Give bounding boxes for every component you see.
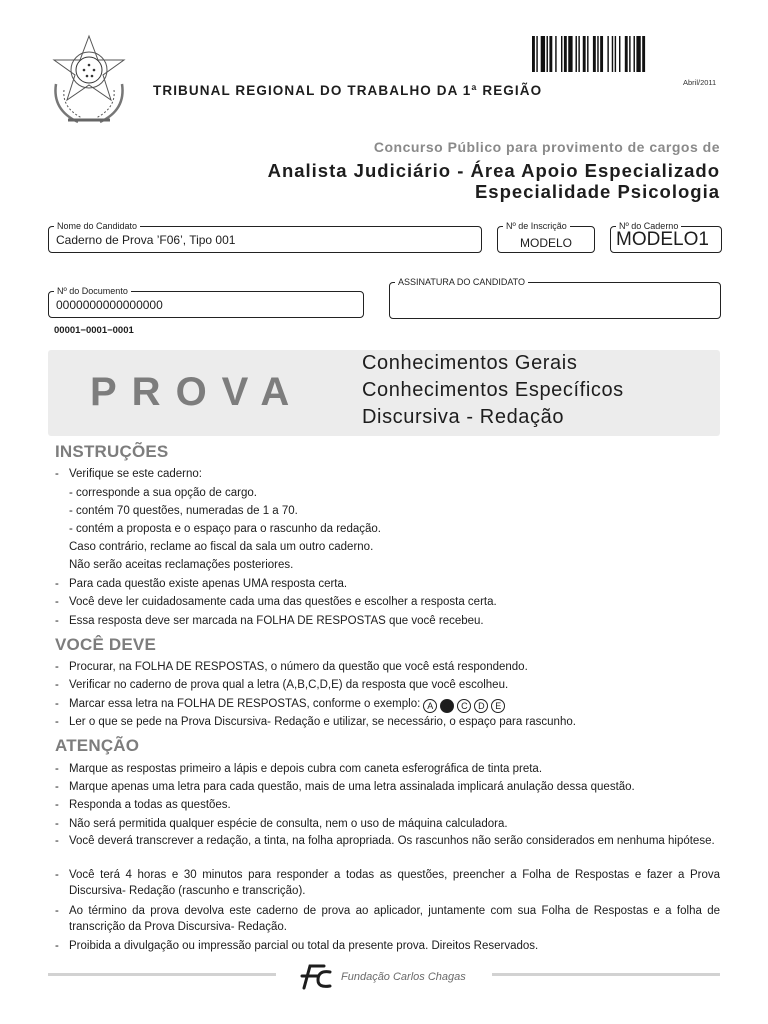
barcode-bar [536, 36, 537, 72]
attention-item: - Ao término da prova devolva este caderno de prova ao aplicador, juntamente com sua Folha de Respostas e a folha de transcrição da Prova Discursiva- Redação. [55, 905, 720, 933]
barcode-bar [629, 36, 630, 72]
registration-number-label: Nº de Inscrição [503, 220, 570, 232]
instruction-item: - Essa resposta deve ser marcada na FOLHA DE RESPOSTAS que você recebeu. [55, 615, 484, 627]
instruction-subitem: - corresponde a sua opção de cargo. [69, 487, 257, 499]
footer-divider-left [48, 973, 276, 976]
barcode-bar [541, 36, 545, 72]
exam-part-3: Discursiva - Redação [362, 406, 565, 428]
instruction-item: - Você deve ler cuidadosamente cada uma das questões e escolher a resposta certa. [55, 596, 497, 608]
instructions-heading: INSTRUÇÕES [55, 442, 169, 461]
contest-heading: Concurso Público para provimento de cargos de [373, 139, 720, 155]
barcode-date: Abril/2011 [683, 78, 717, 87]
attention-item: - Você terá 4 horas e 30 minutos para responder a todas as questões, preencher a Folha de Respostas e fazer a Prova Discursiva- Redação (rascunho e transcrição). [55, 869, 720, 897]
booklet-number-value: MODELO1 [616, 229, 709, 250]
specialty-title: Especialidade Psicologia [474, 181, 720, 202]
attention-item: - Não será permitida qualquer espécie de consulta, nem o uso de máquina calculadora. [55, 818, 508, 830]
footer-organization: Fundação Carlos Chagas [341, 971, 466, 983]
barcode-bar [564, 36, 567, 72]
exam-title: PROVA [90, 370, 305, 414]
attention-heading: ATENÇÃO [55, 736, 140, 755]
candidate-signature-label: ASSINATURA DO CANDIDATO [395, 276, 528, 288]
barcode-bar [555, 36, 556, 72]
booklet-number-label: Nº do Caderno [616, 220, 681, 232]
barcode [532, 36, 720, 72]
barcode-bar [625, 36, 628, 72]
barcode-bar [547, 36, 548, 72]
booklet-number-field[interactable] [610, 221, 722, 253]
candidate-name-value: Caderno de Prova ’F06’, Tipo 001 [56, 233, 236, 247]
registration-number-field[interactable] [497, 221, 595, 253]
barcode-bar [583, 36, 586, 72]
barcode-bar [561, 36, 562, 72]
exam-part-2: Conhecimentos Específicos [362, 379, 624, 401]
instruction-item: - Para cada questão existe apenas UMA resposta certa. [55, 578, 348, 590]
candidate-name-label: Nome do Candidato [54, 220, 140, 232]
instruction-note: Não serão aceitas reclamações posteriores. [69, 559, 294, 571]
attention-item: - Você deverá transcrever a redação, a tinta, na folha apropriada. Os rascunhos não serão considerados em nenhuma hipótese. [55, 835, 715, 847]
footer-divider-right [492, 973, 720, 976]
document-code: 00001−0001−0001 [54, 325, 134, 336]
barcode-bar [619, 36, 620, 72]
you-must-item: - Verificar no caderno de prova qual a letra (A,B,C,D,E) da resposta que você escolheu. [55, 679, 509, 691]
barcode-bar [636, 36, 640, 72]
barcode-bar [597, 36, 598, 72]
attention-item: - Marque apenas uma letra para cada questão, mais de uma letra assinalada implicará anulação dessa questão. [55, 781, 635, 793]
attention-item: - Responda a todas as questões. [55, 799, 231, 811]
you-must-item: - Procurar, na FOLHA DE RESPOSTAS, o número da questão que você está respondendo. [55, 661, 528, 673]
fcc-logo-icon [298, 962, 334, 990]
barcode-bar [593, 36, 596, 72]
instruction-item: - Verifique se este caderno: [55, 468, 202, 480]
bubble-a: A [423, 699, 437, 713]
instruction-subitem: - contém 70 questões, numeradas de 1 a 70. [69, 505, 298, 517]
you-must-item: - Ler o que se pede na Prova Discursiva- Redação e utilizar, se necessário, o espaço para rascunho. [55, 716, 576, 728]
barcode-bar [634, 36, 635, 72]
barcode-bar [612, 36, 613, 72]
registration-number-value: MODELO [519, 236, 572, 250]
barcode-bar [600, 36, 603, 72]
exam-part-1: Conhecimentos Gerais [362, 352, 578, 374]
attention-item: - Proibida a divulgação ou impressão parcial ou total da presente prova. Direitos Reservados. [55, 940, 539, 952]
barcode-bar [642, 36, 645, 72]
you-must-heading: VOCÊ DEVE [55, 635, 156, 654]
barcode-bar [549, 36, 552, 72]
document-number-label: Nº do Documento [54, 285, 131, 297]
candidate-name-field[interactable] [48, 221, 482, 253]
document-number-field[interactable] [48, 286, 364, 318]
coat-of-arms-seal [48, 32, 130, 128]
bubble-e: E [491, 699, 505, 713]
bubble-c: C [457, 699, 471, 713]
answer-example-text: Marcar essa letra na FOLHA DE RESPOSTAS, conforme o exemplo: [69, 698, 421, 710]
instruction-note: Caso contrário, reclame ao fiscal da sala um outro caderno. [69, 541, 374, 553]
you-must-item: - Marcar essa letra na FOLHA DE RESPOSTAS, conforme o exemplo: A B C D E [55, 695, 720, 713]
bubble-b-filled: B [440, 699, 454, 713]
barcode-bar [568, 36, 572, 72]
court-name: TRIBUNAL REGIONAL DO TRABALHO DA 1ª REGIÃO [153, 83, 543, 98]
attention-item: - Marque as respostas primeiro a lápis e depois cubra com caneta esferográfica de tinta preta. [55, 763, 543, 775]
document-number-value: 0000000000000000 [56, 298, 163, 312]
barcode-bar [532, 36, 535, 72]
barcode-bar [615, 36, 616, 72]
barcode-bar [578, 36, 579, 72]
barcode-bar [576, 36, 577, 72]
bubble-d: D [474, 699, 488, 713]
answer-example-bubbles [420, 698, 505, 710]
instruction-subitem: - contém a proposta e o espaço para o rascunho da redação. [69, 523, 381, 535]
candidate-signature-field[interactable] [389, 277, 721, 319]
barcode-bar [607, 36, 608, 72]
barcode-bar [587, 36, 588, 72]
role-title: Analista Judiciário - Área Apoio Especializado [267, 160, 720, 181]
